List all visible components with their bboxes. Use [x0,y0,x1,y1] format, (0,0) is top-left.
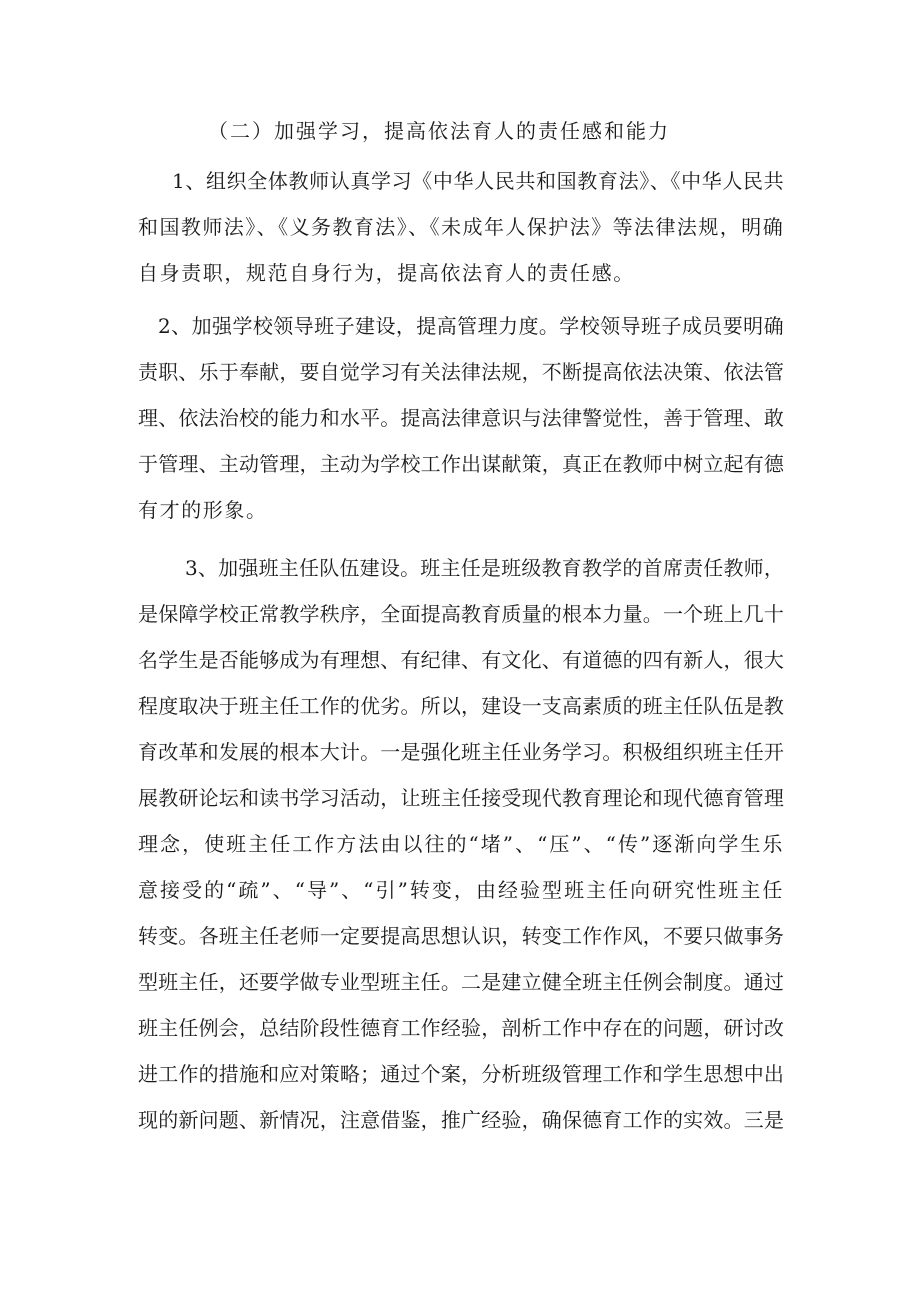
paragraph-line: 展教研论坛和读书学习活动，让班主任接受现代教育理论和现代德育管理 [138,786,784,810]
paragraph-line: 有才的形象。 [138,498,268,522]
paragraph-line: 名学生是否能够成为有理想、有纪律、有文化、有道德的四有新人，很大 [138,648,784,672]
paragraph-line: 1、组织全体教师认真学习《中华人民共和国教育法》、《中华人民共 [172,169,784,193]
paragraph-line: 于管理、主动管理，主动为学校工作出谋献策，真正在教师中树立起有德 [138,452,784,476]
paragraph-line: 育改革和发展的根本大计。一是强化班主任业务学习。积极组织班主任开 [138,740,784,764]
paragraph-line: 现的新问题、新情况，注意借鉴，推广经验，确保德育工作的实效。三是 [138,1108,784,1132]
paragraph-line: 是保障学校正常教学秩序，全面提高教育质量的根本力量。一个班上几十 [138,602,784,626]
paragraph-line: 转变。各班主任老师一定要提高思想认识，转变工作作风，不要只做事务 [138,924,784,948]
paragraph-line: 理念，使班主任工作方法由以往的“堵”、“压”、“传”逐渐向学生乐 [138,832,784,856]
paragraph-line: 班主任例会，总结阶段性德育工作经验，剖析工作中存在的问题，研讨改 [138,1016,784,1040]
paragraph-line: 责职、乐于奉献，要自觉学习有关法律法规，不断提高依法决策、依法管 [138,360,784,384]
paragraph-line: 意接受的“疏”、“导”、“引”转变，由经验型班主任向研究性班主任 [138,878,784,902]
paragraph-line: 进工作的措施和应对策略；通过个案，分析班级管理工作和学生思想中出 [138,1062,784,1086]
paragraph-line: 理、依法治校的能力和水平。提高法律意识与法律警觉性，善于管理、敢 [138,406,784,430]
paragraph-line: 和国教师法》、《义务教育法》、《未成年人保护法》等法律法规，明确 [138,215,784,239]
paragraph-line: 2、加强学校领导班子建设，提高管理力度。学校领导班子成员要明确 [158,314,784,338]
paragraph-line: 程度取决于班主任工作的优劣。所以，建设一支高素质的班主任队伍是教 [138,694,784,718]
section-heading: （二）加强学习，提高依法育人的责任感和能力 [208,119,670,143]
paragraph-line: 3、加强班主任队伍建设。班主任是班级教育教学的首席责任教师， [185,556,784,580]
paragraph-line: 型班主任，还要学做专业型班主任。二是建立健全班主任例会制度。通过 [138,970,784,994]
paragraph-line: 自身责职，规范自身行为，提高依法育人的责任感。 [138,261,635,285]
